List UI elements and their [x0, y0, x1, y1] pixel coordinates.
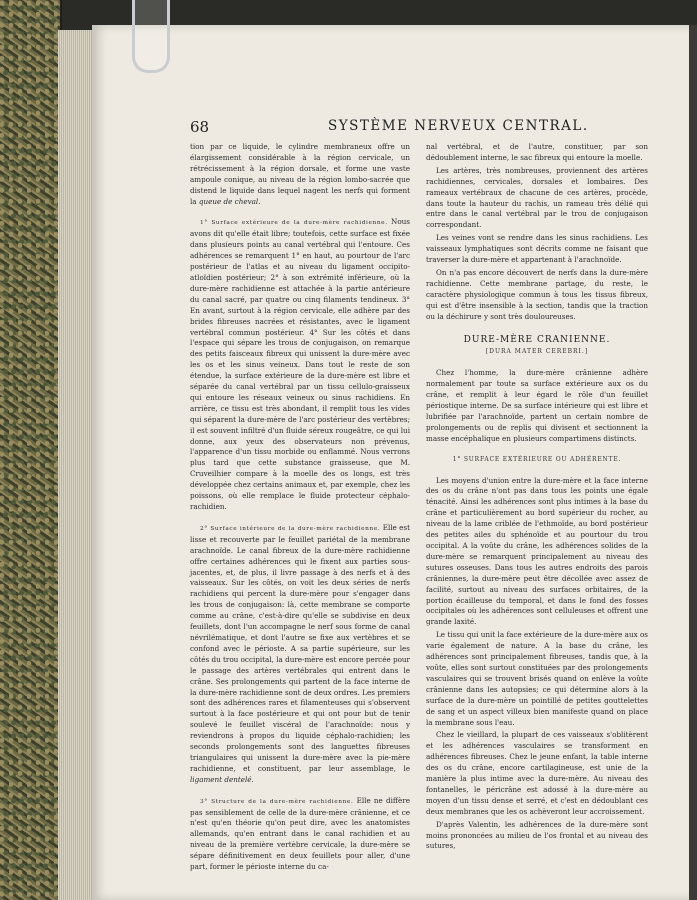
paragraph: tion par ce liquide, le cylindre membraneux offre un élargissement considérable à la région cervicale, un rétrécissement à la région dorsale, et forme une vaste ampoule conique, au niveau de la région lombo-sacrée que distend le liquide dans lequel nagent les nerfs qui forment la queue de cheval.	[190, 142, 410, 206]
right-edge	[689, 25, 697, 900]
paragraph: Les moyens d'union entre la dure-mère et la face interne des os du crâne n'ont pas dans tous les points une égale ténacité. Ainsi les adhérences sont plus intimes à la base du crâne et particulièrement au bord supérieur du rocher, au niveau de la lame criblée de l'ethmoïde, au bord postérieur des petites ailes du sphénoïde et au pourtour du trou occipital. A la voûte du crâne, les adhérences solides de la dure-mère se remarquent principalement au niveau des sutures osseuses. Dans tous les autres endroits des parois crâniennes, la dure-mère peut être décollée avec assez de facilité, surtout au niveau des surfaces orbitaires, de la portion écailleuse du temporal, et dans le fond des fosses occipitales où les adhérences sont celluleuses et offrent une grande laxité.	[426, 475, 648, 627]
paragraph: Chez l'homme, la dure-mère crânienne adhère normalement par toute sa surface extérieure aux os du crâne, et remplit à leur égard le rôle d'un feuillet périostique interne. De sa surface intérieure qui est libre et lubrifiée par l'arachnoïde, partent un certain nombre de prolongements ou de replis qui divisent et sectionnent la masse encéphalique en plusieurs compartimens distincts.	[426, 368, 648, 443]
section-subtitle: [DURA MATER CEREBRI.]	[485, 348, 589, 356]
paragraph: Les veines vont se rendre dans les sinus rachidiens. Les vaisseaux lymphatiques sont décrits comme ne faisant que traverser la dure-mère et appartenant à l'arachnoïde.	[426, 233, 648, 265]
page-clip	[132, 0, 170, 73]
paragraph: 2° Surface intérieure de la dure-mère rachidienne. Elle est lisse et recouverte par le feuillet pariétal de la membrane arachnoïde. Le canal fibreux de la dure-mère rachidienne offre certaines adhérences qui le fixent aux parties sous-jacentes, et, de plus, il livre passage à des nerfs et à des vaisseaux. Sur les côtés, on voit les deux séries de nerfs rachidiens qui percent la dure-mère pour s'engager dans les trous de conjugaison: là, cette membrane se comporte comme au crâne, c'est-à-dire qu'elle se subdivise en deux feuillets, dont l'un accompagne le nerf sous forme de canal névrilématique, et dont l'autre se fixe aux vertèbres et se confond avec le périoste. A sa partie supérieure, sur les côtés du trou occipital, la dure-mère est encore percée pour le passage des artères vertébrales qui entrent dans le crâne. Ses prolongements qui partent de la face interne de la dure-mère rachidienne sont de deux ordres. Les premiers sont des adhérences rares et filamenteuses qui s'observent surtout à la face postérieure et qui ont pour but de tenir soulevé le feuillet viscéral de l'arachnoïde: nous y reviendrons à propos du liquide céphalo-rachidien; les seconds prolongements sont des languettes fibreuses triangulaires qui unissent la dure-mère avec la pie-mère rachidienne, et constituent, par leur assemblage, le ligament dentelé.	[190, 522, 411, 784]
paragraph: 1° Surface extérieure de la dure-mère rachidienne. Nous avons dit qu'elle était libre; toutefois, cette surface est fixée dans plusieurs points au canal vertébral qui l'entoure. Ces adhérences se remarquent 1° en haut, au pourtour de l'arc postérieur de l'atlas et au niveau du ligament occipito-atloïdien postérieur; 2° à son extrémité inférieure, où la dure-mère rachidienne est attachée à la partie antérieure du canal sacré, par quatre ou cinq filaments tendineux. 3° En avant, surtout à la région cervicale, elle adhère par des brides fibreuses nacrées et résistantes, avec le ligament vertébral commun postérieur. 4° Sur les côtés et dans l'espace qui sépare les trous de conjugaison, on remarque des petits faisceaux fibreux qui unissent la dure-mère avec les os et les sinus veineux. Dans tout le reste de son étendue, la surface extérieure de la dure-mère est libre et séparée du canal vertébral par un tissu cellulo-graisseux qui entoure les réseaux veineux ou sinus rachidiens. En arrière, ce tissu est très abondant, il remplit tous les vides qui séparent la dure-mère de l'arc postérieur des vertèbres; il est souvent infiltré d'un fluide séreux rougeâtre, ce qui lui donne, aux yeux des observateurs non prévenus, l'apparence d'un tissu morbide ou enflammé. Nous verrons plus tard que cette substance graisseuse, que M. Cruveilhier compare à la moelle des os longs, est très développée chez certains animaux et, par exemple, chez les poissons, où elle remplace le fluide protecteur céphalo-rachidien.	[190, 217, 410, 511]
paragraph: D'après Valentin, les adhérences de la dure-mère sont moins prononcées au milieu de l'os frontal et au niveau des sutures,	[426, 819, 648, 851]
paragraph: Les artères, très nombreuses, proviennent des artères rachidiennes, cervicales, dorsales et lombaires. Des rameaux vertébraux de chacune de ces artères, procède, dans toute la hauteur du rachis, un rameau très délié qui entre dans le canal vertébral par le trou de conjugaison correspondant.	[426, 165, 648, 230]
paragraph: Le tissu qui unit la face extérieure de la dure-mère aux os varie également de nature. A la base du crâne, les adhérences sont principalement fibreuses, tandis que, à la voûte, elles sont surtout constituées par des prolongements vasculaires qui se trouvent brisés quand on enlève la voûte crânienne dans les autopsies; ce qui détermine alors à la surface de la dure-mère un pointillé de petites gouttelettes de sang et un aspect villeux bien manifeste quand on place la membrane sous l'eau.	[426, 630, 648, 727]
right-column	[426, 142, 648, 854]
page-header	[190, 118, 589, 138]
book-binding	[0, 0, 62, 900]
paragraph: Chez le vieillard, la plupart de ces vaisseaux s'oblitèrent et les adhérences vasculaires se transforment en adhérences fibreuses. Chez le jeune enfant, la table interne des os du crâne, encore cartilagineuse, est unie de la manière la plus intime avec la dure-mère. Au niveau des fontanelles, le péricrâne est adossé à la dure-mère au moyen d'un tissu dense et serré, et c'est en dédoublant ces deux membranes que les os achèveront leur accroissement.	[426, 730, 648, 816]
paragraph: 3° Structure de la dure-mère rachidienne. Elle ne diffère pas sensiblement de celle de la dure-mère crânienne, et ce n'est qu'en théorie qu'on peut dire, avec les anatomistes allemands, qu'en entrant dans le canal rachidien et au niveau de la première vertèbre cervicale, la dure-mère se sépare définitivement en deux feuillets pour aller, d'une part, former le périoste interne du ca-	[190, 795, 410, 872]
section-title: DURE-MÈRE CRANIENNE.	[463, 334, 611, 345]
left-column	[190, 142, 410, 875]
subsection-title: 1° SURFACE EXTÉRIEURE OU ADHÉRENTE.	[452, 455, 622, 463]
running-title: SYSTÈME NERVEUX CENTRAL.	[328, 118, 589, 134]
page-number: 68	[190, 118, 210, 136]
paragraph: nal vertébral, et de l'autre, constituer, par son dédoublement interne, le sac fibreux qui entoure la moelle.	[426, 142, 648, 162]
paragraph: On n'a pas encore découvert de nerfs dans la dure-mère rachidienne. Cette membrane partage, du reste, le caractère physiologique commun à tous les tissus fibreux, qui est d'être insensible à la section, tandis que la traction ou la déchirure y sont très douloureuses.	[426, 267, 648, 321]
